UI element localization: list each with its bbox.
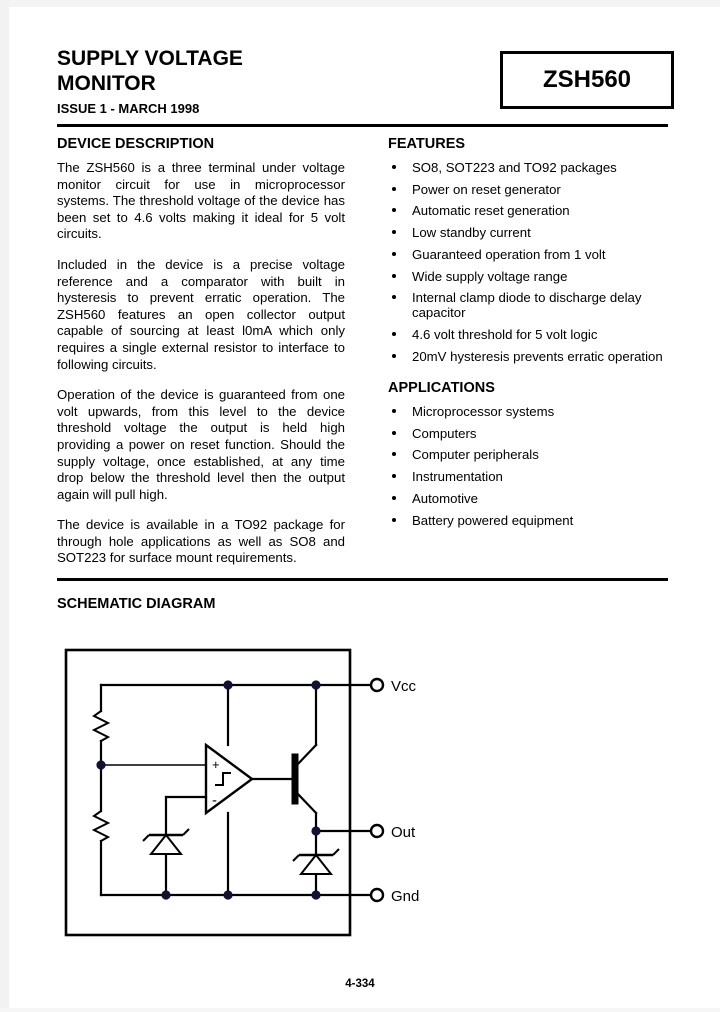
list-item-label: Computer peripherals bbox=[412, 447, 539, 463]
pin-terminal-out bbox=[371, 825, 383, 837]
header-divider-rule bbox=[57, 124, 668, 127]
junction-dot bbox=[223, 890, 232, 899]
list-item-label: Computers bbox=[412, 425, 477, 441]
issue-date-line: ISSUE 1 - MARCH 1998 bbox=[57, 101, 200, 116]
device-description-heading: DEVICE DESCRIPTION bbox=[57, 136, 215, 152]
page-edge-shade-top bbox=[0, 0, 720, 7]
list-item bbox=[388, 269, 678, 284]
features-heading: FEATURES bbox=[388, 136, 466, 152]
device-description-column bbox=[57, 136, 345, 567]
page-title-line2: MONITOR bbox=[57, 72, 156, 95]
list-item bbox=[388, 225, 678, 240]
description-paragraph: Operation of the device is guaranteed from one volt upwards, from this level to the device threshold voltage the output is held high providing a power on reset function. Should the supply voltage, once established, at any time drop below the threshold level then the output again will pull high. bbox=[57, 387, 345, 502]
bullet-icon bbox=[392, 354, 396, 358]
applications-heading: APPLICATIONS bbox=[388, 380, 495, 397]
pin-label-vcc: Vcc bbox=[391, 678, 417, 695]
bullet-icon bbox=[392, 452, 396, 456]
schematic-divider-rule bbox=[57, 578, 668, 581]
resistor-r1-symbol bbox=[94, 711, 108, 741]
pin-label-gnd: Gnd bbox=[391, 888, 420, 905]
list-item bbox=[388, 447, 678, 462]
list-item bbox=[388, 247, 678, 262]
comparator-minus-sign: - bbox=[212, 792, 217, 809]
list-item bbox=[388, 491, 678, 506]
list-item bbox=[388, 203, 678, 218]
list-item-label: Guaranteed operation from 1 volt bbox=[412, 246, 606, 262]
transistor-collector-lead bbox=[297, 745, 316, 765]
title-block bbox=[57, 46, 457, 116]
bullet-icon bbox=[392, 474, 396, 478]
page-title-line1: SUPPLY VOLTAGE bbox=[57, 47, 243, 70]
list-item bbox=[388, 513, 678, 528]
features-list bbox=[388, 160, 678, 364]
list-item bbox=[388, 426, 678, 441]
zener-out-bend-right bbox=[333, 849, 339, 855]
bullet-icon bbox=[392, 274, 396, 278]
list-item-label: Internal clamp diode to discharge delay capacitor bbox=[412, 290, 642, 321]
junction-dot bbox=[311, 826, 320, 835]
bullet-icon bbox=[392, 409, 396, 413]
pin-terminal-vcc bbox=[371, 679, 383, 691]
zener-ref-triangle bbox=[151, 835, 181, 854]
list-item bbox=[388, 327, 678, 342]
pin-label-out: Out bbox=[391, 824, 416, 841]
bullet-icon bbox=[392, 230, 396, 234]
pin-terminals bbox=[371, 679, 383, 901]
bullet-icon bbox=[392, 295, 396, 299]
comparator-plus-sign: + bbox=[212, 757, 220, 772]
zener-ref-bend-right bbox=[183, 829, 189, 835]
schematic-svg bbox=[60, 645, 430, 945]
schematic-diagram bbox=[60, 645, 430, 945]
list-item bbox=[388, 469, 678, 484]
features-applications-column bbox=[388, 136, 678, 534]
bullet-icon bbox=[392, 518, 396, 522]
list-item-label: Power on reset generator bbox=[412, 181, 561, 197]
list-item-label: 4.6 volt threshold for 5 volt logic bbox=[412, 327, 598, 343]
applications-list bbox=[388, 404, 678, 528]
bullet-icon bbox=[392, 252, 396, 256]
pin-terminal-gnd bbox=[371, 889, 383, 901]
list-item-label: Wide supply voltage range bbox=[412, 268, 568, 284]
junction-dots bbox=[96, 680, 320, 899]
hysteresis-icon bbox=[215, 773, 231, 785]
page-footer bbox=[0, 978, 720, 990]
list-item bbox=[388, 182, 678, 197]
page-edge-shade-left bbox=[0, 0, 9, 1012]
part-number-label: ZSH560 bbox=[542, 66, 632, 93]
list-item-label: SO8, SOT223 and TO92 packages bbox=[412, 160, 617, 175]
bullet-icon bbox=[392, 165, 396, 169]
bullet-icon bbox=[392, 496, 396, 500]
zener-ref-bend-left bbox=[143, 835, 149, 841]
description-paragraph: Included in the device is a precise voltage reference and a comparator with built in hysteresis to prevent erratic operation. The ZSH560 features an open collector output capable of sourcing at least l0mA which only requires a single external resistor to interface to following circuits. bbox=[57, 256, 345, 372]
page-edge-shade-bottom bbox=[0, 1008, 720, 1012]
chip-boundary-rect bbox=[66, 650, 350, 935]
bullet-icon bbox=[392, 431, 396, 435]
list-item bbox=[388, 349, 678, 364]
zener-out-triangle bbox=[301, 855, 331, 874]
schematic-heading: SCHEMATIC DIAGRAM bbox=[57, 596, 216, 612]
list-item-label: 20mV hysteresis prevents erratic operation bbox=[412, 348, 663, 364]
junction-dot bbox=[96, 760, 105, 769]
description-paragraph: The ZSH560 is a three terminal under voltage monitor circuit for use in microprocessor systems. The threshold voltage of the device has been set to 4.6 volts making it ideal for 5 volt circuits. bbox=[57, 160, 345, 242]
list-item bbox=[388, 404, 678, 419]
list-item-label: Battery powered equipment bbox=[412, 512, 574, 528]
part-number-box bbox=[500, 51, 674, 109]
list-item bbox=[388, 160, 678, 175]
junction-dot bbox=[161, 890, 170, 899]
resistor-r2-symbol bbox=[94, 811, 108, 841]
transistor-emitter-lead bbox=[297, 793, 316, 813]
list-item-label: Automotive bbox=[412, 490, 478, 506]
junction-dot bbox=[311, 680, 320, 689]
list-item-label: Low standby current bbox=[412, 225, 531, 241]
junction-dot bbox=[311, 890, 320, 899]
bullet-icon bbox=[392, 208, 396, 212]
list-item-label: Automatic reset generation bbox=[412, 203, 570, 219]
list-item-label: Instrumentation bbox=[412, 469, 503, 485]
zener-out-bend-left bbox=[293, 855, 299, 861]
list-item-label: Microprocessor systems bbox=[412, 404, 555, 420]
junction-dot bbox=[223, 680, 232, 689]
bullet-icon bbox=[392, 187, 396, 191]
description-paragraph: The device is available in a TO92 package for through hole applications as well as SO8 and SOT223 for surface mount requirements. bbox=[57, 517, 345, 566]
bullet-icon bbox=[392, 332, 396, 336]
page-number-label: 4-334 bbox=[345, 978, 375, 990]
list-item bbox=[388, 290, 678, 320]
